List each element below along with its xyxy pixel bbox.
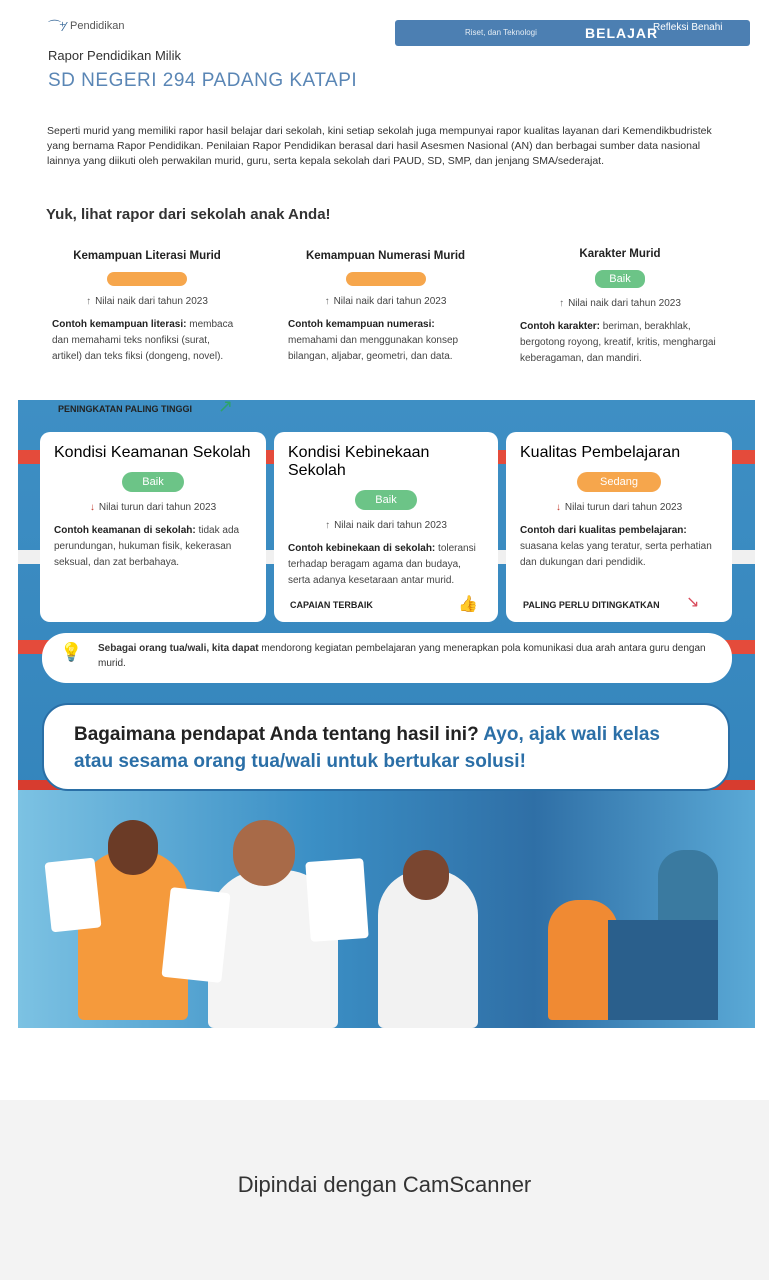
desc-text: membaca dan memahami teks nonfiksi (surat, artikel) dan teks fiksi (dongeng, novel).	[52, 319, 234, 362]
trend-label: Nilai turun dari tahun 2023	[564, 502, 683, 513]
card-description	[288, 541, 484, 589]
banner-ministry: Riset, dan Teknologi	[465, 28, 537, 37]
tag-highest: PENINGKATAN PALING TINGGI	[58, 404, 192, 414]
trend-label: Nilai naik dari tahun 2023	[568, 298, 681, 309]
card-description	[520, 523, 718, 571]
status-badge: Baik	[355, 490, 417, 510]
arrow-up-icon: ↑	[325, 520, 331, 531]
trend-label: Nilai naik dari tahun 2023	[95, 296, 208, 307]
card-description	[54, 523, 252, 571]
trend-text	[288, 520, 484, 531]
tip-text: mendorong kegiatan pembelajaran yang menerapkan pola komunikasi dua arah antara guru dengan murid.	[98, 643, 706, 669]
parent-tip	[42, 633, 732, 683]
desc-bold: Contoh kemampuan numerasi:	[288, 319, 435, 330]
trend-text	[52, 296, 242, 307]
school-name: SD NEGERI 294 PADANG KATAPI	[48, 70, 358, 91]
tag-improve: PALING PERLU DITINGKATKAN	[523, 600, 660, 610]
header	[40, 10, 751, 50]
banner-side: Refleksi Benahi	[653, 22, 723, 33]
desc-bold: Contoh kemampuan literasi:	[52, 319, 187, 330]
trend-text	[520, 298, 720, 309]
call-to-action: Ayo, ajak wali kelas atau sesama orang tua/wali untuk bertukar solusi!	[74, 724, 660, 772]
arrow-up-icon: ↑	[324, 296, 330, 307]
card-title: Kemampuan Literasi Murid	[73, 250, 221, 262]
desc-text: beriman, berakhlak, bergotong royong, kreatif, kritis, menghargai keberagaman, dan mandiri.	[520, 321, 716, 364]
report-paper-icon	[305, 858, 368, 942]
desc-bold: Contoh kebinekaan di sekolah:	[288, 543, 436, 554]
card-title: Kualitas Pembelajaran	[520, 444, 681, 461]
tip-bold: Sebagai orang tua/wali, kita dapat	[98, 643, 259, 654]
prompt-heading: Yuk, lihat rapor dari sekolah anak Anda!	[46, 206, 331, 223]
status-badge	[107, 272, 187, 286]
thumbs-up-icon: 👍	[458, 596, 478, 613]
person-head	[108, 820, 158, 875]
trend-label: Nilai naik dari tahun 2023	[334, 520, 447, 531]
intro-paragraph: Seperti murid yang memiliki rapor hasil belajar dari sekolah, kini setiap sekolah juga mempunyai rapor kualitas layanan dari Kemendikbudristek yang bernama Rapor Pendidikan. Penilaian Rapor Pendidikan berasal dari hasil Asesmen Nasional (AN) dan berbagai sumber data nasional lainnya yang diikuti oleh perwakilan murid, guru, serta kepala sekolah dari PAUD, SD, SMP, dan jenjang SMA/sederajat.	[47, 125, 712, 167]
card-numerasi	[288, 250, 483, 365]
lightbulb-icon: 💡	[60, 642, 83, 662]
person-head	[403, 850, 449, 900]
trend-text	[54, 502, 252, 513]
report-paper-icon	[44, 858, 101, 933]
card-literasi	[52, 250, 242, 365]
arrow-up-icon: ↑	[559, 298, 565, 309]
trend-text	[288, 296, 483, 307]
arrow-up-icon: ↑	[86, 296, 92, 307]
card-description	[288, 317, 483, 365]
status-badge: Baik	[595, 270, 645, 288]
card-title: Karakter Murid	[579, 248, 661, 260]
ministry-logo	[48, 16, 124, 35]
discussion-bubble	[42, 703, 730, 791]
desc-bold: Contoh dari kualitas pembelajaran:	[520, 525, 687, 536]
desc-text: tidak ada perundungan, hukuman fisik, kekerasan seksual, dan zat berbahaya.	[54, 525, 240, 568]
card-title: Kondisi Kebinekaan Sekolah	[288, 444, 430, 479]
status-badge	[346, 272, 426, 286]
desc-text: memahami dan menggunakan konsep bilangan, aljabar, geometri, dan data.	[288, 335, 459, 362]
desk	[608, 920, 718, 1020]
arrow-down-icon: ↓	[555, 502, 561, 513]
header-banner	[395, 20, 750, 46]
question-text: Bagaimana pendapat Anda tentang hasil ini?	[74, 724, 479, 745]
trend-label: Nilai turun dari tahun 2023	[98, 502, 217, 513]
card-karakter	[520, 248, 720, 367]
card-keamanan	[40, 432, 266, 622]
arrow-down-icon: ↓	[89, 502, 95, 513]
status-badge: Baik	[122, 472, 184, 492]
scanner-footer: Dipindai dengan CamScanner	[237, 1172, 532, 1197]
desc-text: toleransi terhadap beragam agama dan budaya, serta adanya kesetaraan antar murid.	[288, 543, 476, 586]
banner-word: BELAJAR	[585, 25, 659, 41]
card-description	[52, 317, 242, 365]
trend-text	[520, 502, 718, 513]
card-title: Kondisi Keamanan Sekolah	[54, 444, 251, 461]
desc-bold: Contoh karakter:	[520, 321, 601, 332]
logo-label: Pendidikan	[70, 19, 125, 32]
report-subtitle: Rapor Pendidikan Milik	[48, 48, 181, 63]
trend-label: Nilai naik dari tahun 2023	[333, 296, 447, 307]
card-title: Kemampuan Numerasi Murid	[305, 250, 466, 262]
trend-up-icon: ↗	[218, 396, 234, 416]
tag-best: CAPAIAN TERBAIK	[290, 600, 373, 610]
trend-down-icon: ↘	[686, 594, 700, 611]
desc-text: suasana kelas yang teratur, serta perhatian dan dukungan dari pendidik.	[520, 541, 712, 568]
report-paper-icon	[161, 887, 230, 983]
desc-bold: Contoh keamanan di sekolah:	[54, 525, 196, 536]
logo-icon: ⌒⁺⁄	[48, 19, 65, 34]
card-description	[520, 319, 720, 367]
person-head	[233, 820, 295, 886]
status-badge: Sedang	[577, 472, 661, 492]
